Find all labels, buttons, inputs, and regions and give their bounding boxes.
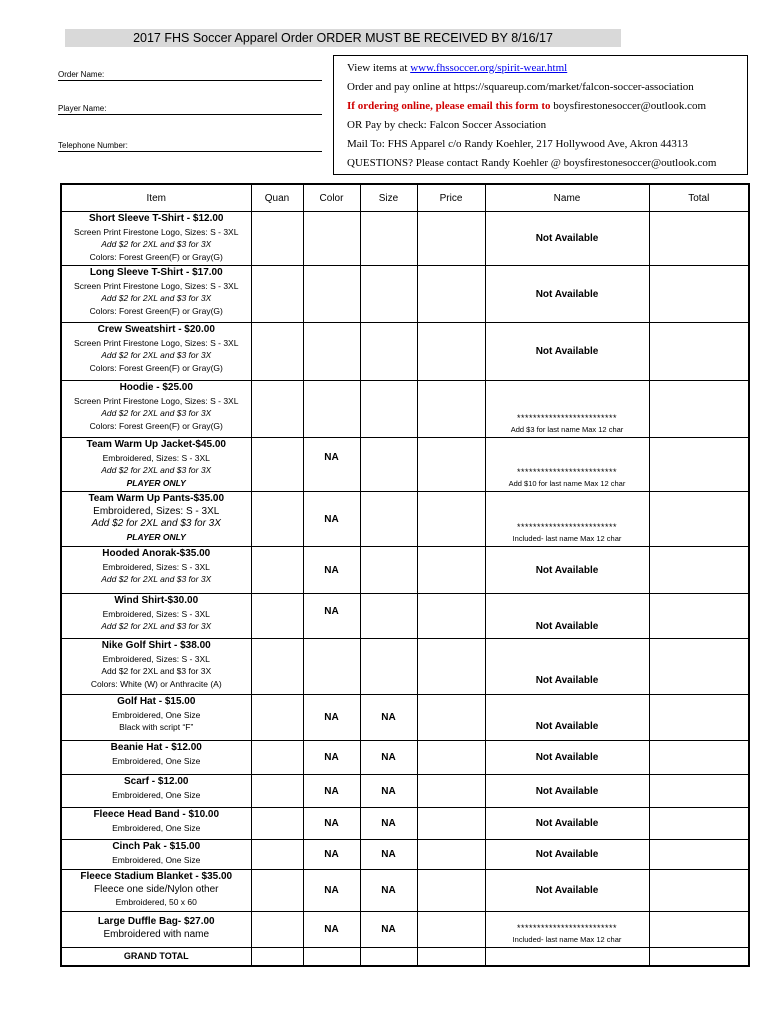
name-cell[interactable]	[485, 912, 649, 948]
quan-cell[interactable]	[251, 492, 303, 547]
item-detail: Add $2 for 2XL and $3 for 3X	[101, 574, 212, 584]
order-name-field[interactable]: Order Name:	[58, 69, 322, 81]
item-cell	[61, 840, 251, 870]
size-cell[interactable]	[360, 323, 417, 381]
color-cell	[303, 492, 360, 547]
color-cell[interactable]	[303, 381, 360, 438]
name-cell	[485, 547, 649, 594]
name-not-available: Not Available	[535, 752, 599, 763]
item-cell	[61, 438, 251, 492]
item-detail: Embroidered, One Size	[112, 789, 201, 800]
price-cell[interactable]	[417, 266, 485, 323]
item-name: Scarf - $12.00	[124, 776, 189, 787]
price-cell[interactable]	[417, 775, 485, 808]
item-detail: Colors: Forest Green(F) or Gray(G)	[89, 251, 223, 262]
email-instruction-red: If ordering online, please email this form to	[347, 100, 551, 112]
name-cell	[485, 870, 649, 912]
total-cell[interactable]	[649, 741, 749, 775]
total-cell[interactable]	[649, 808, 749, 840]
total-cell[interactable]	[649, 775, 749, 808]
color-cell	[303, 594, 360, 639]
size-cell[interactable]	[360, 381, 417, 438]
color-cell	[303, 438, 360, 492]
price-cell[interactable]	[417, 840, 485, 870]
item-cell	[61, 870, 251, 912]
quan-cell[interactable]	[251, 695, 303, 741]
item-detail: Screen Print Firestone Logo, Sizes: S - 3XL	[74, 395, 239, 406]
name-cell	[485, 741, 649, 775]
color-na: NA	[324, 606, 339, 617]
table-row	[61, 492, 749, 547]
total-cell[interactable]	[649, 912, 749, 948]
email-instruction-line	[347, 100, 706, 112]
item-cell	[61, 323, 251, 381]
color-na: NA	[324, 564, 339, 576]
price-cell[interactable]	[417, 547, 485, 594]
spirit-wear-link[interactable]: www.fhssoccer.org/spirit-wear.html	[410, 62, 568, 74]
color-cell[interactable]	[303, 212, 360, 266]
item-cell	[61, 639, 251, 695]
table-row	[61, 594, 749, 639]
size-na: NA	[381, 712, 396, 723]
total-cell[interactable]	[649, 639, 749, 695]
price-cell[interactable]	[417, 594, 485, 639]
player-name-field[interactable]: Player Name:	[58, 103, 322, 115]
item-cell	[61, 266, 251, 323]
view-items-label: View items at	[347, 62, 411, 74]
order-table	[60, 183, 750, 967]
item-name: Short Sleeve T-Shirt - $12.00	[89, 213, 224, 224]
name-cell	[485, 266, 649, 323]
price-cell[interactable]	[417, 639, 485, 695]
name-entry-stars: *************************	[516, 923, 618, 933]
size-na: NA	[381, 818, 396, 829]
item-name: Hoodie - $25.00	[119, 382, 193, 393]
color-cell	[303, 547, 360, 594]
name-cell[interactable]	[485, 438, 649, 492]
item-detail: Embroidered, One Size	[112, 709, 201, 720]
view-items-line	[347, 62, 567, 74]
item-detail: Add $2 for 2XL and $3 for 3X	[101, 408, 212, 418]
table-row	[61, 547, 749, 594]
item-detail: Black with script “F”	[119, 722, 194, 732]
size-cell[interactable]	[360, 438, 417, 492]
grand-total-row	[61, 948, 749, 966]
name-not-available: Not Available	[535, 288, 599, 300]
size-cell	[360, 948, 417, 966]
color-na: NA	[324, 924, 339, 935]
color-na: NA	[324, 785, 339, 797]
name-note: Included- last name Max 12 char	[512, 534, 622, 543]
info-box	[333, 55, 748, 175]
color-cell	[303, 912, 360, 948]
item-name: Fleece Head Band - $10.00	[93, 809, 220, 820]
color-cell	[303, 695, 360, 741]
table-row	[61, 212, 749, 266]
page-title: 2017 FHS Soccer Apparel Order ORDER MUST BE RECEIVED BY 8/16/17	[65, 29, 621, 47]
name-cell[interactable]	[485, 492, 649, 547]
item-detail: Embroidered, One Size	[112, 822, 201, 833]
name-cell	[485, 639, 649, 695]
size-cell[interactable]	[360, 639, 417, 695]
item-name: Team Warm Up Pants-$35.00	[88, 493, 225, 504]
price-cell[interactable]	[417, 808, 485, 840]
item-name: Large Duffle Bag- $27.00	[97, 916, 215, 927]
table-row	[61, 323, 749, 381]
pay-online-line: Order and pay online at https://squareup.com/market/falcon-soccer-association	[347, 81, 694, 93]
quan-cell[interactable]	[251, 870, 303, 912]
table-row	[61, 438, 749, 492]
size-na: NA	[381, 752, 396, 763]
color-na: NA	[324, 513, 339, 525]
total-cell[interactable]	[649, 594, 749, 639]
total-cell[interactable]	[649, 492, 749, 547]
total-cell[interactable]	[649, 840, 749, 870]
name-entry-stars: *************************	[516, 522, 618, 532]
size-cell[interactable]	[360, 492, 417, 547]
price-cell[interactable]	[417, 492, 485, 547]
name-not-available: Not Available	[535, 721, 599, 732]
quan-cell[interactable]	[251, 323, 303, 381]
total-cell[interactable]	[649, 870, 749, 912]
grand-total-label: GRAND TOTAL	[61, 948, 251, 966]
telephone-field[interactable]: Telephone Number:	[58, 140, 322, 152]
total-cell[interactable]	[649, 695, 749, 741]
name-not-available: Not Available	[535, 785, 599, 797]
header-total: Total	[649, 184, 749, 212]
header-item: Item	[61, 184, 251, 212]
header-size: Size	[360, 184, 417, 212]
item-detail: Embroidered, One Size	[112, 755, 201, 766]
item-cell	[61, 492, 251, 547]
item-detail: Fleece one side/Nylon other	[93, 883, 219, 895]
size-cell[interactable]	[360, 212, 417, 266]
color-cell[interactable]	[303, 323, 360, 381]
color-na: NA	[324, 885, 339, 896]
mail-to-line: Mail To: FHS Apparel c/o Randy Koehler, 217 Hollywood Ave, Akron 44313	[347, 138, 688, 150]
color-na: NA	[324, 712, 339, 723]
header-price: Price	[417, 184, 485, 212]
quan-cell[interactable]	[251, 547, 303, 594]
size-cell	[360, 912, 417, 948]
item-name: Beanie Hat - $12.00	[110, 742, 202, 753]
name-not-available: Not Available	[535, 564, 599, 576]
item-cell	[61, 547, 251, 594]
item-detail: Embroidered, Sizes: S - 3XL	[93, 505, 220, 517]
quan-cell[interactable]	[251, 212, 303, 266]
size-cell	[360, 741, 417, 775]
size-cell	[360, 870, 417, 912]
name-note: Included- last name Max 12 char	[512, 935, 622, 944]
name-not-available: Not Available	[535, 621, 599, 632]
item-detail: Colors: White (W) or Anthracite (A)	[90, 678, 222, 689]
color-na: NA	[324, 752, 339, 763]
item-cell	[61, 808, 251, 840]
color-cell	[303, 741, 360, 775]
name-cell	[485, 323, 649, 381]
name-cell	[485, 594, 649, 639]
color-cell	[303, 775, 360, 808]
name-cell	[485, 808, 649, 840]
name-cell	[485, 212, 649, 266]
quan-cell[interactable]	[251, 808, 303, 840]
item-detail: Embroidered, 50 x 60	[115, 897, 197, 907]
quan-cell[interactable]	[251, 775, 303, 808]
item-detail: Screen Print Firestone Logo, Sizes: S - 3XL	[74, 337, 239, 348]
table-row	[61, 840, 749, 870]
price-cell[interactable]	[417, 212, 485, 266]
price-cell[interactable]	[417, 912, 485, 948]
pay-check-line: OR Pay by check: Falcon Soccer Association	[347, 119, 547, 131]
name-cell	[485, 695, 649, 741]
questions-line: QUESTIONS? Please contact Randy Koehler @ boysfirestonesoccer@outlook.com	[347, 157, 717, 169]
quan-cell[interactable]	[251, 639, 303, 695]
size-cell[interactable]	[360, 594, 417, 639]
price-cell[interactable]	[417, 870, 485, 912]
quan-cell[interactable]	[251, 381, 303, 438]
item-name: Fleece Stadium Blanket - $35.00	[80, 871, 233, 882]
size-cell	[360, 695, 417, 741]
table-row	[61, 808, 749, 840]
item-detail: Embroidered, Sizes: S - 3XL	[102, 561, 210, 572]
total-cell[interactable]	[649, 323, 749, 381]
item-cell	[61, 775, 251, 808]
item-detail: Screen Print Firestone Logo, Sizes: S - 3XL	[74, 280, 239, 291]
table-row	[61, 639, 749, 695]
name-not-available: Not Available	[535, 849, 599, 860]
size-cell	[360, 808, 417, 840]
size-na: NA	[381, 785, 396, 797]
color-na: NA	[324, 818, 339, 829]
name-entry-stars: *************************	[516, 413, 618, 423]
item-detail: Embroidered with name	[103, 928, 210, 940]
item-name: Nike Golf Shirt - $38.00	[101, 640, 211, 651]
item-detail: Add $2 for 2XL and $3 for 3X	[101, 350, 212, 360]
item-cell	[61, 212, 251, 266]
item-name: Wind Shirt-$30.00	[114, 595, 199, 606]
price-cell[interactable]	[417, 381, 485, 438]
price-cell[interactable]	[417, 323, 485, 381]
quan-cell[interactable]	[251, 741, 303, 775]
size-cell	[360, 775, 417, 808]
table-row	[61, 741, 749, 775]
item-detail: Embroidered, Sizes: S - 3XL	[102, 608, 210, 619]
name-entry-stars: *************************	[516, 467, 618, 477]
total-cell[interactable]	[649, 381, 749, 438]
quan-cell[interactable]	[251, 594, 303, 639]
color-na: NA	[324, 452, 339, 463]
item-detail: Colors: Forest Green(F) or Gray(G)	[89, 362, 223, 373]
item-name: Long Sleeve T-Shirt - $17.00	[89, 267, 223, 278]
quan-cell[interactable]	[251, 438, 303, 492]
total-cell[interactable]	[649, 212, 749, 266]
name-note: Add $3 for last name Max 12 char	[510, 425, 624, 434]
grand-total-value[interactable]	[649, 948, 749, 966]
price-cell[interactable]	[417, 438, 485, 492]
color-cell	[303, 840, 360, 870]
table-row	[61, 912, 749, 948]
item-detail: Embroidered, Sizes: S - 3XL	[102, 653, 210, 664]
name-not-available: Not Available	[535, 346, 599, 357]
name-note: Add $10 for last name Max 12 char	[508, 479, 626, 488]
item-cell	[61, 695, 251, 741]
name-cell	[485, 948, 649, 966]
item-detail: Add $2 for 2XL and $3 for 3X	[101, 621, 212, 631]
size-na: NA	[381, 885, 396, 896]
item-name: Golf Hat - $15.00	[117, 696, 196, 707]
item-name: Hooded Anorak-$35.00	[102, 548, 211, 559]
size-na: NA	[381, 924, 396, 935]
price-cell[interactable]	[417, 741, 485, 775]
item-name: Team Warm Up Jacket-$45.00	[86, 439, 226, 450]
color-na: NA	[324, 849, 339, 860]
item-detail: Embroidered, Sizes: S - 3XL	[102, 452, 210, 463]
color-cell[interactable]	[303, 266, 360, 323]
name-cell	[485, 775, 649, 808]
item-detail: PLAYER ONLY	[126, 477, 186, 488]
name-not-available: Not Available	[535, 885, 599, 896]
quan-cell[interactable]	[251, 840, 303, 870]
name-not-available: Not Available	[535, 675, 599, 686]
price-cell	[417, 948, 485, 966]
item-detail: Add $2 for 2XL and $3 for 3X	[101, 666, 212, 676]
total-cell[interactable]	[649, 438, 749, 492]
item-detail: Add $2 for 2XL and $3 for 3X	[101, 465, 212, 475]
table-row	[61, 695, 749, 741]
total-cell[interactable]	[649, 547, 749, 594]
item-detail: Colors: Forest Green(F) or Gray(G)	[89, 420, 223, 431]
item-detail: PLAYER ONLY	[126, 531, 186, 542]
quan-cell[interactable]	[251, 912, 303, 948]
item-detail: Screen Print Firestone Logo, Sizes: S - 3XL	[74, 226, 239, 237]
quan-cell[interactable]	[251, 266, 303, 323]
name-not-available: Not Available	[535, 233, 599, 244]
header-quan: Quan	[251, 184, 303, 212]
color-cell	[303, 948, 360, 966]
item-cell	[61, 594, 251, 639]
table-row	[61, 266, 749, 323]
table-row	[61, 775, 749, 808]
color-cell	[303, 808, 360, 840]
header-name: Name	[485, 184, 649, 212]
price-cell[interactable]	[417, 695, 485, 741]
item-detail: Embroidered, One Size	[112, 854, 201, 865]
color-cell	[303, 870, 360, 912]
table-header-row	[61, 184, 749, 212]
name-cell[interactable]	[485, 381, 649, 438]
header-color: Color	[303, 184, 360, 212]
item-detail: Add $2 for 2XL and $3 for 3X	[91, 518, 221, 529]
total-cell[interactable]	[649, 266, 749, 323]
quan-cell	[251, 948, 303, 966]
item-detail: Colors: Forest Green(F) or Gray(G)	[89, 305, 223, 316]
color-cell[interactable]	[303, 639, 360, 695]
email-address: boysfirestonesoccer@outlook.com	[550, 100, 707, 112]
size-na: NA	[381, 849, 396, 860]
item-name: Crew Sweatshirt - $20.00	[97, 324, 215, 335]
size-cell[interactable]	[360, 547, 417, 594]
item-name: Cinch Pak - $15.00	[112, 841, 201, 852]
table-row	[61, 870, 749, 912]
name-not-available: Not Available	[535, 818, 599, 829]
item-detail: Add $2 for 2XL and $3 for 3X	[101, 239, 212, 249]
name-cell	[485, 840, 649, 870]
item-cell	[61, 381, 251, 438]
item-detail: Add $2 for 2XL and $3 for 3X	[101, 293, 212, 303]
item-cell	[61, 741, 251, 775]
table-row	[61, 381, 749, 438]
size-cell[interactable]	[360, 266, 417, 323]
item-cell	[61, 912, 251, 948]
size-cell	[360, 840, 417, 870]
